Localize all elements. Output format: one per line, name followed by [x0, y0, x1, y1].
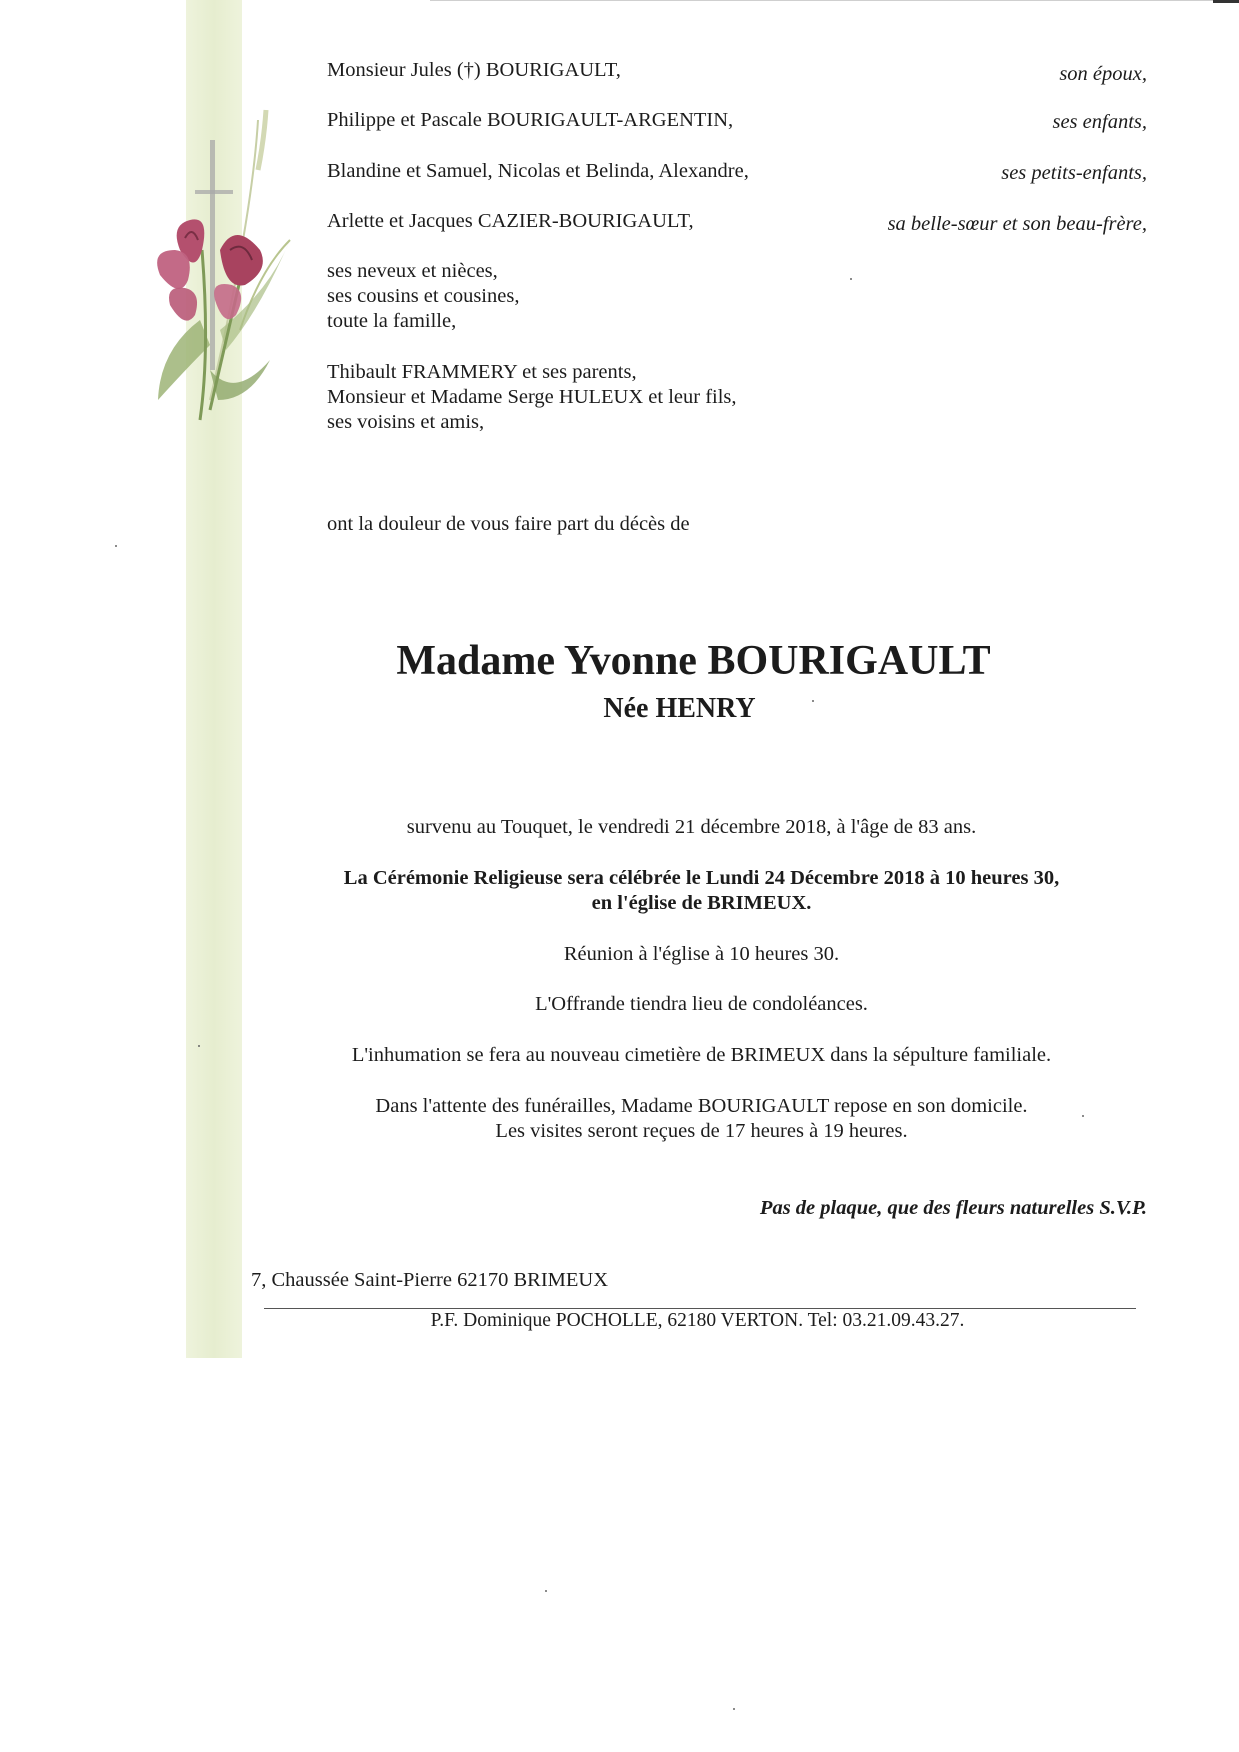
- ceremony-line-2: en l'église de BRIMEUX.: [591, 892, 812, 914]
- death-details: survenu au Touquet, le vendredi 21 décembre 2018, à l'âge de 83 ans.: [406, 816, 977, 838]
- flowers-request: Pas de plaque, que des fleurs naturelles S.V.P.: [759, 1197, 1147, 1219]
- rest-line-1: Dans l'attente des funérailles, Madame BOURIGAULT repose en son domicile.: [375, 1095, 1028, 1117]
- family-relation-2: ses enfants,: [1052, 111, 1147, 133]
- deceased-name: Madame Yvonne BOURIGAULT: [396, 638, 991, 684]
- maiden-name: Née HENRY: [603, 693, 756, 724]
- extended-family-line-3: toute la famille,: [327, 310, 457, 332]
- scan-speck: [115, 545, 117, 547]
- rest-line-2: Les visites seront reçues de 17 heures à 19 heures.: [495, 1120, 908, 1142]
- family-relation-4: sa belle-sœur et son beau-frère,: [887, 213, 1147, 235]
- meeting-time: Réunion à l'église à 10 heures 30.: [563, 943, 840, 965]
- scan-speck: [733, 1708, 735, 1710]
- family-name-2: Philippe et Pascale BOURIGAULT-ARGENTIN,: [327, 109, 734, 131]
- calla-lily-cross-illustration: [140, 100, 330, 480]
- family-relation-3: ses petits-enfants,: [1001, 162, 1147, 184]
- scan-speck: [198, 1045, 200, 1047]
- announcement-text: ont la douleur de vous faire part du décès de: [327, 513, 690, 535]
- scan-speck: [850, 278, 852, 280]
- burial-details: L'inhumation se fera au nouveau cimetière de BRIMEUX dans la sépulture familiale.: [351, 1044, 1052, 1066]
- friends-line-3: ses voisins et amis,: [327, 411, 485, 433]
- family-name-4: Arlette et Jacques CAZIER-BOURIGAULT,: [327, 210, 694, 232]
- extended-family-line-2: ses cousins et cousines,: [327, 285, 520, 307]
- funeral-home-info: P.F. Dominique POCHOLLE, 62180 VERTON. Tel: 03.21.09.43.27.: [430, 1310, 965, 1331]
- scan-edge-mark: [1213, 0, 1239, 3]
- friends-line-1: Thibault FRAMMERY et ses parents,: [327, 361, 637, 383]
- family-name-1: Monsieur Jules (†) BOURIGAULT,: [327, 59, 621, 81]
- friends-line-2: Monsieur et Madame Serge HULEUX et leur fils,: [327, 386, 737, 408]
- scan-speck: [1082, 1115, 1084, 1117]
- offering-note: L'Offrande tiendra lieu de condoléances.: [535, 993, 868, 1015]
- family-relation-1: son époux,: [1059, 63, 1147, 85]
- scan-speck: [812, 700, 814, 702]
- scan-edge-line: [430, 0, 1239, 1]
- ceremony-line-1: La Cérémonie Religieuse sera célébrée le Lundi 24 Décembre 2018 à 10 heures 30,: [343, 867, 1060, 889]
- scan-speck: [545, 1590, 547, 1592]
- extended-family-line-1: ses neveux et nièces,: [327, 260, 498, 282]
- family-name-3: Blandine et Samuel, Nicolas et Belinda, Alexandre,: [327, 160, 749, 182]
- home-address: 7, Chaussée Saint-Pierre 62170 BRIMEUX: [251, 1269, 608, 1291]
